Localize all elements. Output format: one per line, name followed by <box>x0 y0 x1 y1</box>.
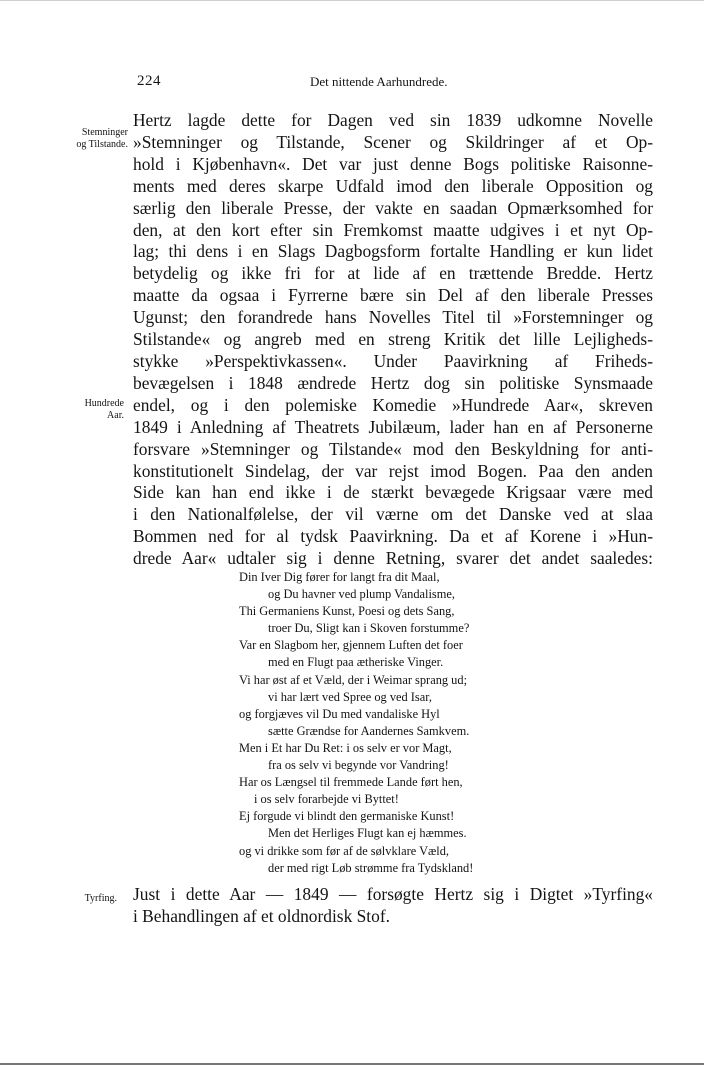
text-line: forsvare »Stemninger og Tilstande« mod den Beskyldning for anti- <box>133 438 653 459</box>
poem-verse: og forgjæves vil Du med vandaliske Hyl <box>239 706 440 721</box>
poem-verse: troer Du, Sligt kan i Skoven forstumme? <box>268 621 470 636</box>
paragraph-hertz-stemninger <box>133 110 653 570</box>
text-line: endel, og i den polemiske Komedie »Hundrede Aar«, skreven <box>133 394 653 415</box>
margin-note-line: Tyrfing. <box>84 893 117 904</box>
text-line: 1849 i Anledning af Theatrets Jubilæum, lader han en af Personerne <box>133 416 653 437</box>
text-line: Just i dette Aar — 1849 — forsøgte Hertz sig i Digtet »Tyrfing« <box>133 884 653 904</box>
poem-verse: fra os selv vi begynde vor Vandring! <box>268 758 449 773</box>
poem-verse: Var en Slagbom her, gjennem Luften det foer <box>239 638 463 653</box>
text-line: Hertz lagde dette for Dagen ved sin 1839 udkomne Novelle <box>133 110 653 130</box>
margin-note-stemninger <box>28 127 128 151</box>
poem-verse: Har os Længsel til fremmede Lande ført hen, <box>239 775 463 790</box>
poem-verse: Thi Germaniens Kunst, Poesi og dets Sang, <box>239 604 455 619</box>
text-line: stykke »Perspektivkassen«. Under Paavirkning af Friheds- <box>133 350 653 371</box>
poem-verse: og vi drikke som før af de sølvklare Væld, <box>239 843 450 858</box>
text-line: Ugunst; den forandrede hans Novelles Titel til »Forstemninger og <box>133 307 653 328</box>
poem-verse: Ej forgude vi blindt den germaniske Kunst! <box>239 809 455 824</box>
margin-note-tyrfing <box>17 893 117 905</box>
poem-verse: Vi har øst af et Væld, der i Weimar sprang ud; <box>239 672 468 687</box>
text-line: lag; thi dens i en Slags Dagbogsform fortalte Handling er kun lidet <box>133 241 653 262</box>
text-line: særlig den liberale Presse, der vakte en saadan Opmærksomhed for <box>133 197 653 218</box>
text-line: Side kan han end ikke i de stærkt bevægede Krigsaar være med <box>133 482 653 503</box>
text-line: konstitutionelt Sindelag, der var rejst imod Bogen. Paa den anden <box>133 460 653 481</box>
margin-note-line: og Tilstande. <box>76 139 128 150</box>
poem-verse: i os selv forarbejde vi Byttet! <box>254 792 399 807</box>
text-line: »Stemninger og Tilstande, Scener og Skildringer af et Op- <box>133 131 653 152</box>
text-line: Stilstande« og angreb med en streng Kritik det lille Lejligheds- <box>133 329 653 350</box>
poem-verse: Din Iver Dig fører for langt fra dit Maal, <box>239 570 440 584</box>
text-line: i den Nationalfølelse, der vil værne om det Danske ved at slaa <box>133 504 653 525</box>
page-top-edge <box>0 0 704 1</box>
page-number: 224 <box>137 73 161 89</box>
text-line: betydelig og ikke fri for at lide af en trættende Bredde. Hertz <box>133 263 653 284</box>
text-line: i Behandlingen af et oldnordisk Stof. <box>133 905 390 926</box>
poem-verse: vi har lært ved Spree og ved Isar, <box>268 689 432 704</box>
poem-verse: og Du havner ved plump Vandalisme, <box>268 587 455 602</box>
poem-verse: Men i Et har Du Ret: i os selv er vor Magt, <box>239 740 452 755</box>
margin-note-line: Hundrede <box>84 398 124 409</box>
text-line: hold i Kjøbenhavn«. Det var just denne Bogs politiske Raisonne- <box>133 153 653 174</box>
poem-verse: sætte Grændse for Aandernes Samkvem. <box>268 723 470 738</box>
text-line: Bommen ned for al tydsk Paavirkning. Da et af Korene i »Hun- <box>133 526 653 547</box>
text-line: den, at den kort efter sin Fremkomst maatte udgives i et nyt Op- <box>133 219 653 240</box>
poem-quotation <box>239 569 539 877</box>
poem-verse: der med rigt Løb strømme fra Tydskland! <box>268 860 474 875</box>
text-line: bevægelsen i 1848 ændrede Hertz dog sin politiske Synsmaade <box>133 372 653 393</box>
text-line: maatte da ogsaa i Fyrrerne bære sin Del af den liberale Presses <box>133 285 653 306</box>
paragraph-tyrfing <box>133 884 653 928</box>
poem-verse: med en Flugt paa ætheriske Vinger. <box>268 655 444 670</box>
margin-note-line: Stemninger <box>81 127 128 138</box>
text-line: drede Aar« udtaler sig i denne Retning, svarer det andet saaledes: <box>133 548 653 569</box>
poem-verse: Men det Herliges Flugt kan ej hæmmes. <box>268 826 467 841</box>
text-line: ments med deres skarpe Udfald imod den liberale Opposition og <box>133 175 653 196</box>
margin-note-hundrede-aar <box>24 398 124 422</box>
margin-note-line: Aar. <box>107 410 124 421</box>
running-title: Det nittende Aarhundrede. <box>310 74 448 89</box>
